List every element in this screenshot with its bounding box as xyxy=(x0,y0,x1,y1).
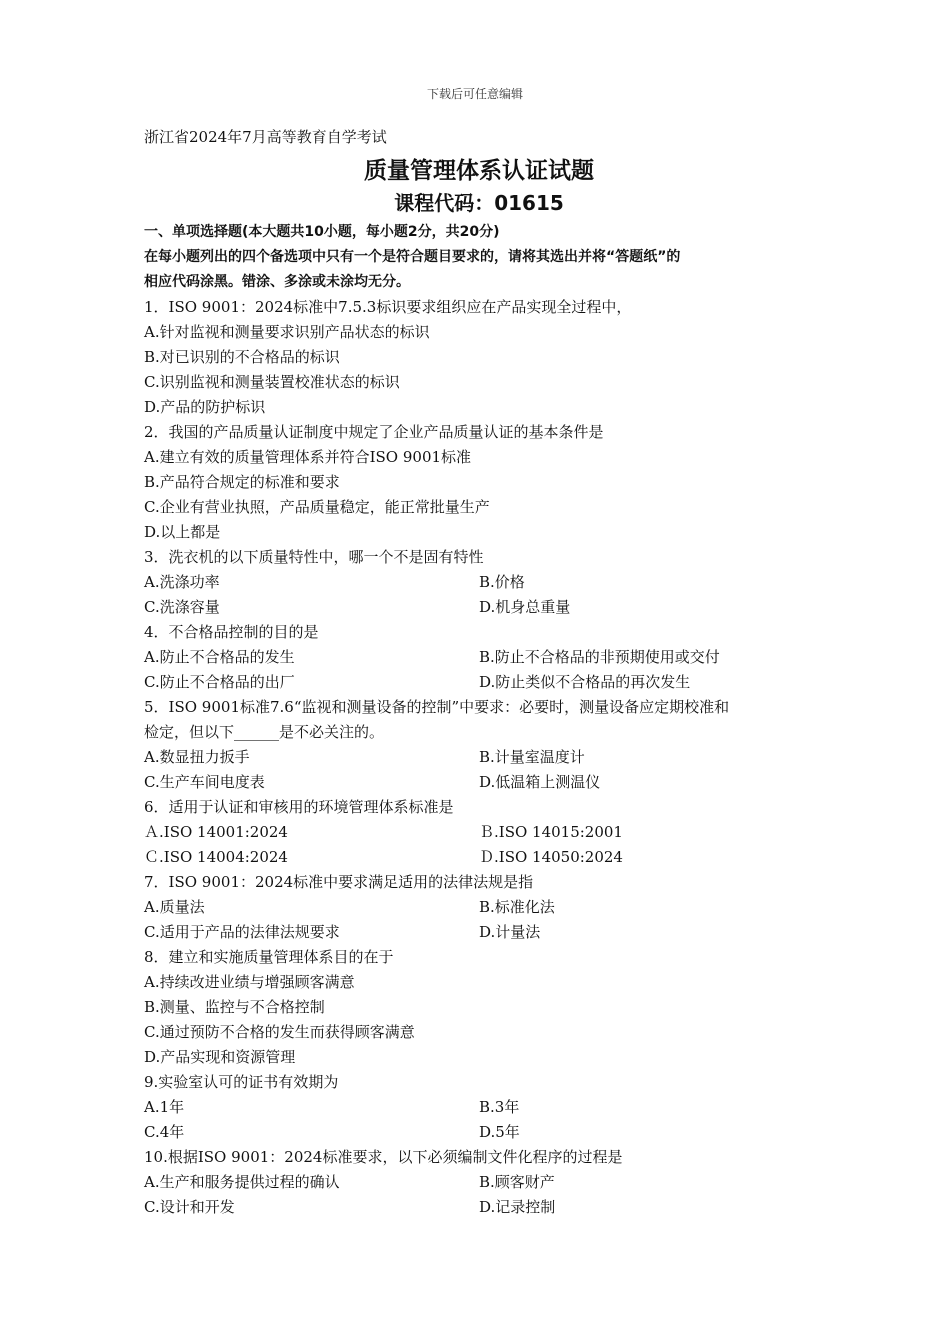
question-1-option-b: B.对已识别的不合格品的标识 xyxy=(144,348,340,366)
question-9-stem: 9.实验室认可的证书有效期为 xyxy=(144,1073,339,1091)
question-2-option-c: C.企业有营业执照，产品质量稳定，能正常批量生产 xyxy=(144,498,490,516)
question-7-stem: 7．ISO 9001：2024标准中要求满足适用的法律法规是指 xyxy=(144,873,534,891)
question-4-options-row-1 xyxy=(144,645,814,670)
question-7-option-a: A.质量法 xyxy=(144,898,205,916)
section-heading: 一、单项选择题(本大题共10小题，每小题2分，共20分) xyxy=(144,224,500,240)
question-10-stem: 10.根据ISO 9001：2024标准要求，以下必须编制文件化程序的过程是 xyxy=(144,1148,623,1166)
question-10-options-row-2 xyxy=(144,1195,814,1220)
question-5-option-c: C.生产车间电度表 xyxy=(144,773,265,791)
section-instruction-2: 相应代码涂黑。错涂、多涂或未涂均无分。 xyxy=(144,274,410,290)
question-6-option-d: Ｄ.ISO 14050:2024 xyxy=(479,848,623,866)
section-instruction-1: 在每小题列出的四个备选项中只有一个是符合题目要求的，请将其选出并将“答题纸”的 xyxy=(144,249,681,265)
document-body xyxy=(144,124,814,1220)
question-1-option-d: D.产品的防护标识 xyxy=(144,398,266,416)
question-8-option-c: C.通过预防不合格的发生而获得顾客满意 xyxy=(144,1023,415,1041)
question-5-option-d: D.低温箱上测温仪 xyxy=(479,773,601,791)
question-7-option-d: D.计量法 xyxy=(479,923,541,941)
question-2-option-a: A.建立有效的质量管理体系并符合ISO 9001标准 xyxy=(144,448,472,466)
question-10-option-c: C.设计和开发 xyxy=(144,1198,235,1216)
question-7-options-row-2 xyxy=(144,920,814,945)
question-3-option-b: B.价格 xyxy=(479,573,525,591)
course-code: 课程代码：01615 xyxy=(394,191,564,215)
question-6-option-a: Ａ.ISO 14001:2024 xyxy=(144,823,288,841)
question-4-option-b: B.防止不合格品的非预期使用或交付 xyxy=(479,648,720,666)
question-6-stem: 6．适用于认证和审核用的环境管理体系标准是 xyxy=(144,798,454,816)
question-9-option-c: C.4年 xyxy=(144,1123,185,1141)
question-1-option-c: C.识别监视和测量装置校准状态的标识 xyxy=(144,373,400,391)
question-4-stem: 4．不合格品控制的目的是 xyxy=(144,623,319,641)
question-6-option-c: Ｃ.ISO 14004:2024 xyxy=(144,848,288,866)
question-5-option-a: A.数显扭力扳手 xyxy=(144,748,250,766)
question-3-option-c: C.洗涤容量 xyxy=(144,598,220,616)
question-1-option-a: A.针对监视和测量要求识别产品状态的标识 xyxy=(144,323,430,341)
question-2-option-d: D.以上都是 xyxy=(144,523,221,541)
question-6-option-b: Ｂ.ISO 14015:2001 xyxy=(479,823,623,841)
question-7-options-row-1 xyxy=(144,895,814,920)
question-5-options-row-2 xyxy=(144,770,814,795)
question-4-option-c: C.防止不合格品的出厂 xyxy=(144,673,295,691)
question-9-options-row-2 xyxy=(144,1120,814,1145)
exam-name: 浙江省2024年7月高等教育自学考试 xyxy=(144,128,387,146)
question-5-stem: 5．ISO 9001标准7.6“监视和测量设备的控制”中要求：必要时，测量设备应定期校准和 xyxy=(144,698,730,716)
question-3-option-a: A.洗涤功率 xyxy=(144,573,220,591)
question-10-option-b: B.顾客财产 xyxy=(479,1173,555,1191)
header-note: 下载后可任意编辑 xyxy=(426,87,523,101)
question-5-stem-continued: 检定，但以下______是不必关注的。 xyxy=(144,723,385,741)
question-2-stem: 2．我国的产品质量认证制度中规定了企业产品质量认证的基本条件是 xyxy=(144,423,604,441)
question-9-options-row-1 xyxy=(144,1095,814,1120)
question-8-stem: 8．建立和实施质量管理体系目的在于 xyxy=(144,948,394,966)
question-3-options-row-2 xyxy=(144,595,814,620)
question-3-stem: 3．洗衣机的以下质量特性中，哪一个不是固有特性 xyxy=(144,548,484,566)
question-10-option-d: D.记录控制 xyxy=(479,1198,556,1216)
question-7-option-c: C.适用于产品的法律法规要求 xyxy=(144,923,340,941)
question-4-option-a: A.防止不合格品的发生 xyxy=(144,648,295,666)
question-8-option-d: D.产品实现和资源管理 xyxy=(144,1048,296,1066)
question-3-option-d: D.机身总重量 xyxy=(479,598,571,616)
question-5-options-row-1 xyxy=(144,745,814,770)
question-10-option-a: A.生产和服务提供过程的确认 xyxy=(144,1173,340,1191)
question-6-options-row-1 xyxy=(144,820,814,845)
question-9-option-d: D.5年 xyxy=(479,1123,520,1141)
question-4-options-row-2 xyxy=(144,670,814,695)
question-6-options-row-2 xyxy=(144,845,814,870)
question-8-option-a: A.持续改进业绩与增强顾客满意 xyxy=(144,973,355,991)
question-5-option-b: B.计量室温度计 xyxy=(479,748,585,766)
question-10-options-row-1 xyxy=(144,1170,814,1195)
question-9-option-a: A.1年 xyxy=(144,1098,185,1116)
question-4-option-d: D.防止类似不合格品的再次发生 xyxy=(479,673,691,691)
question-8-option-b: B.测量、监控与不合格控制 xyxy=(144,998,325,1016)
question-7-option-b: B.标准化法 xyxy=(479,898,555,916)
question-2-option-b: B.产品符合规定的标准和要求 xyxy=(144,473,340,491)
page-title: 质量管理体系认证试题 xyxy=(364,158,594,184)
question-3-options-row-1 xyxy=(144,570,814,595)
question-1-stem: 1．ISO 9001：2024标准中7.5.3标识要求组织应在产品实现全过程中， xyxy=(144,298,632,316)
question-9-option-b: B.3年 xyxy=(479,1098,520,1116)
